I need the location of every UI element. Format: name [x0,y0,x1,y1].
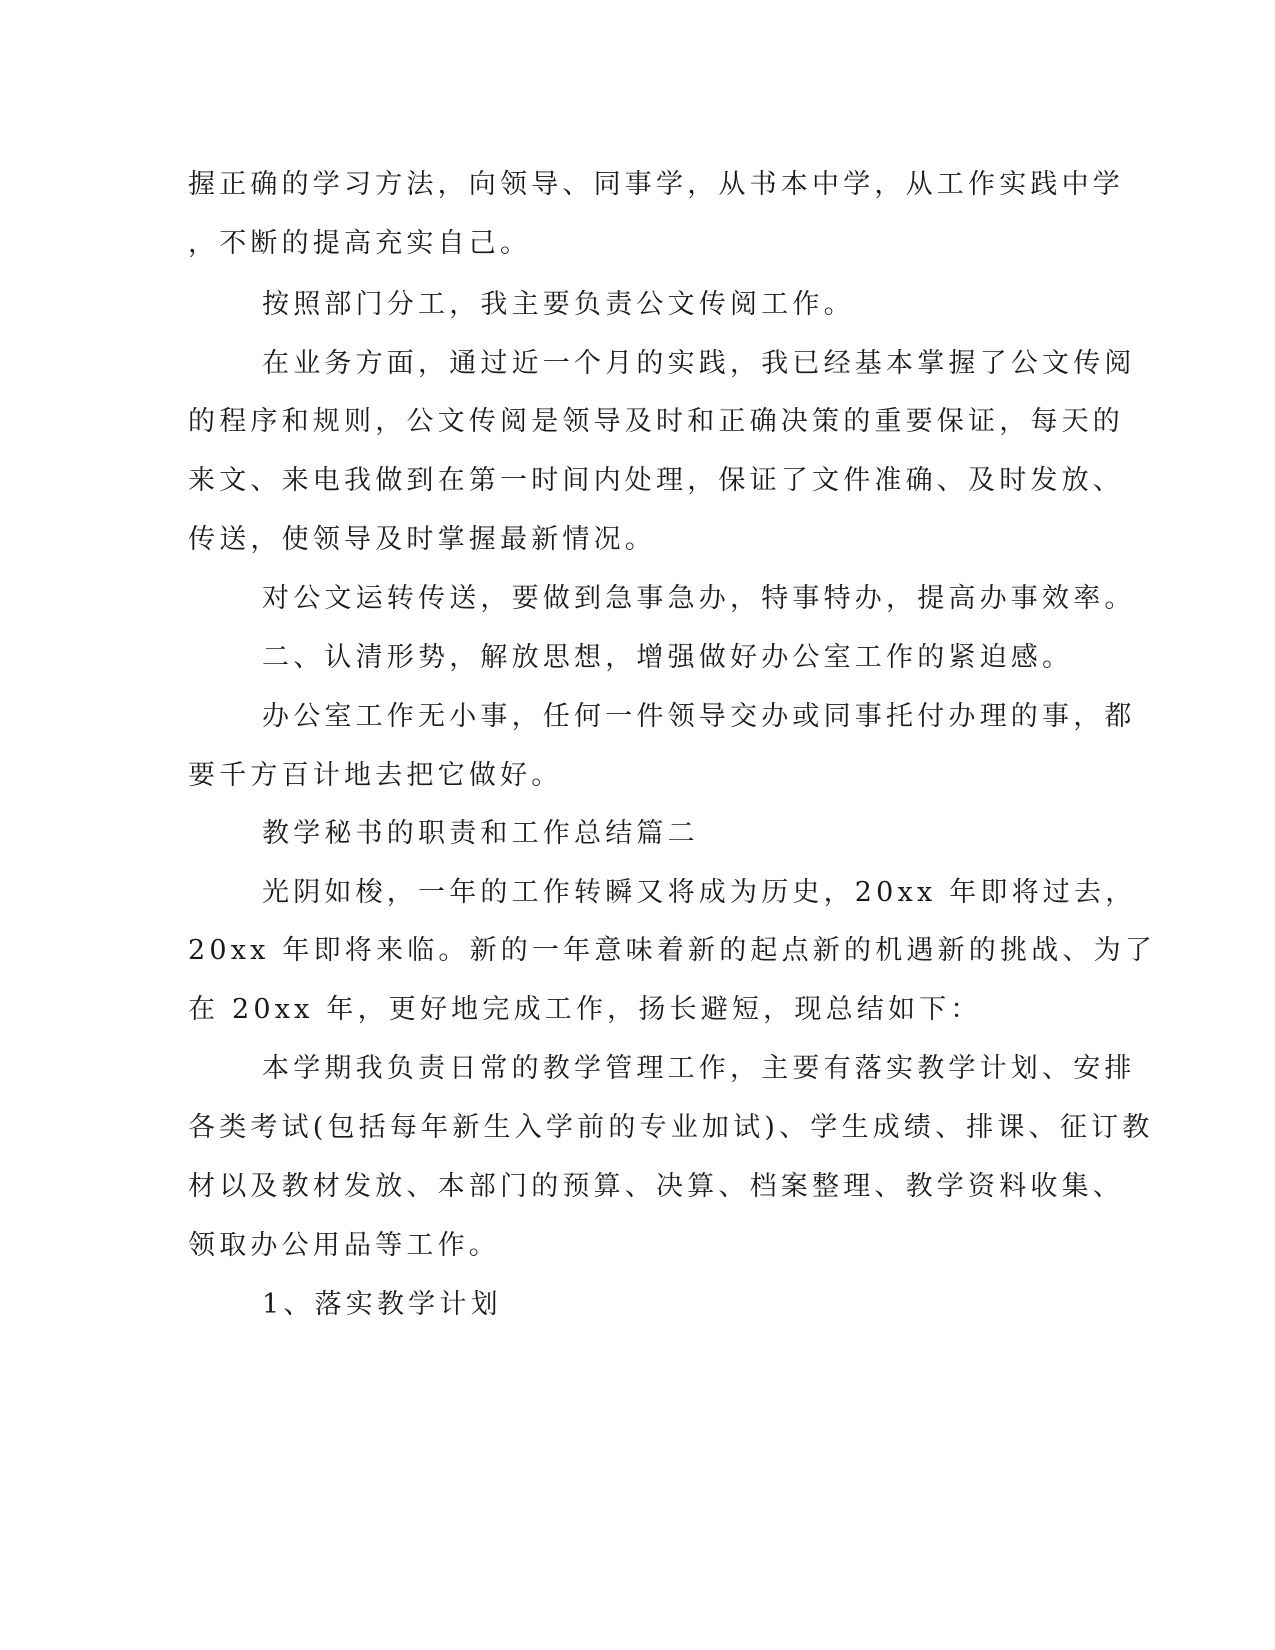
body-text-line: 来文、来电我做到在第一时间内处理，保证了文件准确、及时发放、 [188,465,1124,496]
body-text-line: ，不断的提高充实自己。 [188,228,532,259]
body-text-line: 本学期我负责日常的教学管理工作，主要有落实教学计划、安排 [262,1053,1136,1084]
body-text-line: 办公室工作无小事，任何一件领导交办或同事托付办理的事，都 [262,701,1136,732]
body-text-line: 在 20xx 年，更好地完成工作，扬长避短，现总结如下： [188,994,982,1025]
body-text-line: 要千方百计地去把它做好。 [188,760,563,791]
body-text-line: 领取办公用品等工作。 [188,1230,500,1261]
body-text-line: 传送，使领导及时掌握最新情况。 [188,524,656,555]
body-text-line: 在业务方面，通过近一个月的实践，我已经基本掌握了公文传阅 [262,348,1136,379]
body-text-line: 20xx 年即将来临。新的一年意味着新的起点新的机遇新的挑战、为了 [188,935,1156,966]
body-text-line: 二、认清形势，解放思想，增强做好办公室工作的紧迫感。 [262,642,1074,673]
body-text-line: 的程序和规则，公文传阅是领导及时和正确决策的重要保证，每天的 [188,406,1124,437]
body-text-line: 各类考试(包括每年新生入学前的专业加试)、学生成绩、排课、征订教 [188,1112,1154,1143]
body-text-line: 按照部门分工，我主要负责公文传阅工作。 [262,289,855,320]
body-text-line: 对公文运转传送，要做到急事急办，特事特办，提高办事效率。 [262,583,1136,614]
section-heading: 教学秘书的职责和工作总结篇二 [262,818,699,849]
body-text-line: 握正确的学习方法，向领导、同事学，从书本中学，从工作实践中学 [188,169,1124,200]
body-text-line: 光阴如梭，一年的工作转瞬又将成为历史，20xx 年即将过去， [262,877,1137,908]
list-item-heading: 1、落实教学计划 [262,1289,502,1320]
body-text-line: 材以及教材发放、本部门的预算、决算、档案整理、教学资料收集、 [188,1171,1124,1202]
